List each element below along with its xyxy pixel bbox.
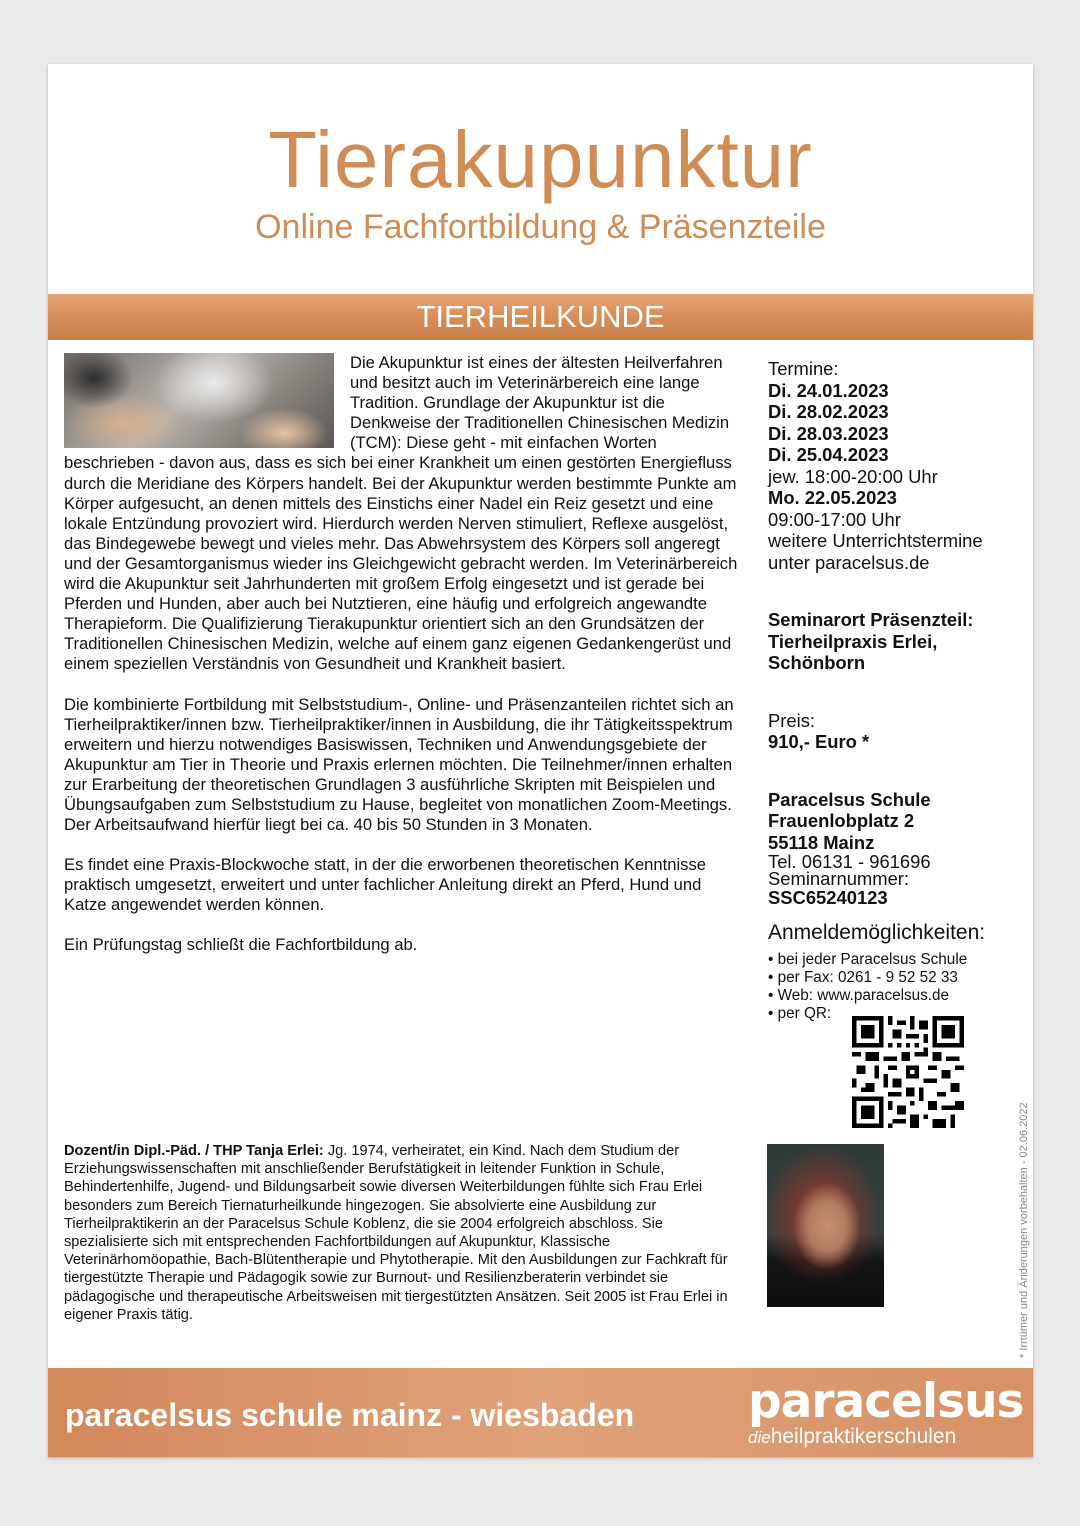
flyer-page <box>48 64 1033 1457</box>
school-city: 55118 Mainz <box>768 831 875 853</box>
date-item: Di. 28.03.2023 <box>768 422 889 444</box>
section-band-label: TIERHEILKUNDE <box>416 299 665 334</box>
registration-item: • per Fax: 0261 - 9 52 52 33 <box>768 968 958 986</box>
date-item: Di. 25.04.2023 <box>768 444 889 465</box>
paragraph-practice: Es findet eine Praxis-Blockwoche statt, in der die erworbenen theoretischen Kenntnisse praktisch umgesetzt, erweitert und unter fachlicher Anleitung direkt an Pferd, Hund und Katze angewendet werden können. <box>64 855 706 915</box>
acupuncture-dog-photo <box>64 353 334 448</box>
time-day: 09:00-17:00 Uhr <box>768 508 901 530</box>
page-subtitle: Online Fachfortbildung & Präsenzteile <box>255 208 826 246</box>
venue-line1: Tierheilpraxis Erlei, <box>768 630 938 652</box>
school-street: Frauenlobplatz 2 <box>768 810 915 831</box>
school-phone: Tel. 06131 - 961696 <box>768 851 931 872</box>
lecturer-bio-text: Jg. 1974, verheiratet, ein Kind. Nach dem Studium der Erziehungswissenschaften mit anschließender Berufstätigkeit in leitender Funktion in Schule, Behindertenhilfe, Jugend- und Bildungsarbeit sowie diversen Weiterbildungen fühlte sich Frau Erlei besonders zum Bereich Tiernaturheilkunde hingezogen. Sie absolvierte eine Ausbildung zur Tierheilpraktikerin an der Paracelsus Schule Koblenz, die sie 2004 erfolgreich abschloss. Sie spezialisierte sich mit entsprechenden Fachfortbildungen auf Akupunktur, Klassische Veterinärhomöopathie, Bach-Blütentherapie und Phytotherapie. Mit den Ausbildungen zur Fachkraft für tiergestützte Therapie und Pädagogik sowie zur Burnout- und Resilienzberaterin verbindet sie pädagogische und therapeutische Arbeitsweisen mit tiergestützten Ansätzen. Seit 2005 ist Frau Erlei in eigener Praxis tätig. <box>64 1143 728 1323</box>
date-item: Di. 28.02.2023 <box>768 401 889 422</box>
page-title: Tierakupunktur <box>268 115 813 204</box>
lecturer-name: Dozent/in Dipl.-Päd. / THP Tanja Erlei: <box>64 1143 324 1159</box>
price-label: Preis: <box>768 709 816 731</box>
paracelsus-logo-subline <box>748 1426 956 1447</box>
paragraph-intro <box>64 353 744 675</box>
registration-item: • bei jeder Paracelsus Schule <box>768 950 968 968</box>
main-text <box>64 353 744 976</box>
disclaimer-note: * Irrtümer und Änderungen vorbehalten - 02.06.2022 <box>1018 1102 1030 1358</box>
seminar-number: SSC65240123 <box>768 887 888 908</box>
more-dates-line1: weitere Unterrichtstermine <box>768 530 983 551</box>
registration-item: • per QR: <box>768 1005 832 1023</box>
paracelsus-logo: paracelsus <box>748 1374 1024 1429</box>
info-sidebar <box>768 358 1018 1023</box>
price-value: 910,- Euro * <box>768 731 870 752</box>
more-dates-line2: unter paracelsus.de <box>768 551 930 573</box>
section-band <box>48 294 1033 340</box>
venue-line2: Schönborn <box>768 652 866 673</box>
footer-band <box>48 1368 1033 1457</box>
venue-label: Seminarort Präsenzteil: <box>768 609 974 630</box>
paragraph-course: Die kombinierte Fortbildung mit Selbststudium-, Online- und Präsenzanteilen richtet sich an Tierheilpraktiker/innen bzw. Tierheilpraktiker/innen in Ausbildung, die ihr Tätigkeitsspektrum erweitern und hierzu notwendiges Basiswissen, Techniken und Anwendungsgebiete der Akupunktur am Tier in Theorie und Praxis erlernen möchten. Die Teilnehmer/innen erhalten zur Erarbeitung der theoretischen Grundlagen 3 ausführliche Skripten mit Beispielen und Übungsaufgaben zum Selbststudium zu Hause, begleitet von monatlichen Zoom-Meetings. Der Arbeitsaufwand hierfür liegt bei ca. 40 bis 50 Stunden in 3 Monaten. <box>64 694 734 835</box>
lecturer-photo <box>767 1144 884 1307</box>
dates-label: Termine: <box>768 358 839 379</box>
date-item: Di. 24.01.2023 <box>768 379 889 401</box>
paragraph-intro-text: Die Akupunktur ist eines der ältesten Heilverfahren und besitzt auch im Veterinärbereich eine lange Tradition. Grundlage der Akupunktur ist die Denkweise der Traditionellen Chinesischen Medizin (TCM): Diese geht - mit einfachen Worten beschrieben - davon aus, dass es sich bei einer Krankheit um einen gestörten Energiefluss durch die Meridiane des Körpers handelt. Bei der Akupunktur werden bestimmte Punkte am Körper aufgesucht, an denen mittels des Einstichs einer Nadel ein Reiz gesetzt und eine lokale Entzündung provoziert wird. Hierdurch werden Nerven stimuliert, Reflexe ausgelöst, das Bindegewebe bewegt und vieles mehr. Das Abwehrsystem des Körpers soll angeregt und der Gesamtorganismus wieder ins Gleichgewicht gebracht werden. Im Veterinärbereich wird die Akupunktur seit Jahrhunderten mit großem Erfolg eingesetzt und ist gerade bei Pferden und Hunden, aber auch bei Nutztieren, eine häufig und erfolgreich angewandte Therapieform. Die Qualifizierung Tierakupunktur orientiert sich an den Grundsätzen der Traditionellen Chinesischen Medizin, welche auf einem ganz eigenen Gedankengerüst und einem speziellen Verständnis von Gesundheit und Krankheit basiert. <box>64 353 738 674</box>
paragraph-exam: Ein Prüfungstag schließt die Fachfortbildung ab. <box>64 935 418 955</box>
logo-die: die <box>748 1428 771 1447</box>
footer-school-name: paracelsus schule mainz - wiesbaden <box>65 1397 635 1433</box>
school-name: Paracelsus Schule <box>768 788 931 810</box>
logo-sub: heilpraktikerschulen <box>770 1425 957 1448</box>
registration-item: • Web: www.paracelsus.de <box>768 986 950 1004</box>
lecturer-bio <box>64 1142 746 1324</box>
date-item: Mo. 22.05.2023 <box>768 487 897 508</box>
registration-label: Anmeldemöglichkeiten: <box>768 920 986 944</box>
time-evening: jew. 18:00-20:00 Uhr <box>768 465 938 487</box>
seminar-number-label: Seminarnummer: <box>768 868 910 889</box>
qr-code-icon[interactable] <box>851 1016 965 1128</box>
registration-list <box>768 951 1018 1024</box>
